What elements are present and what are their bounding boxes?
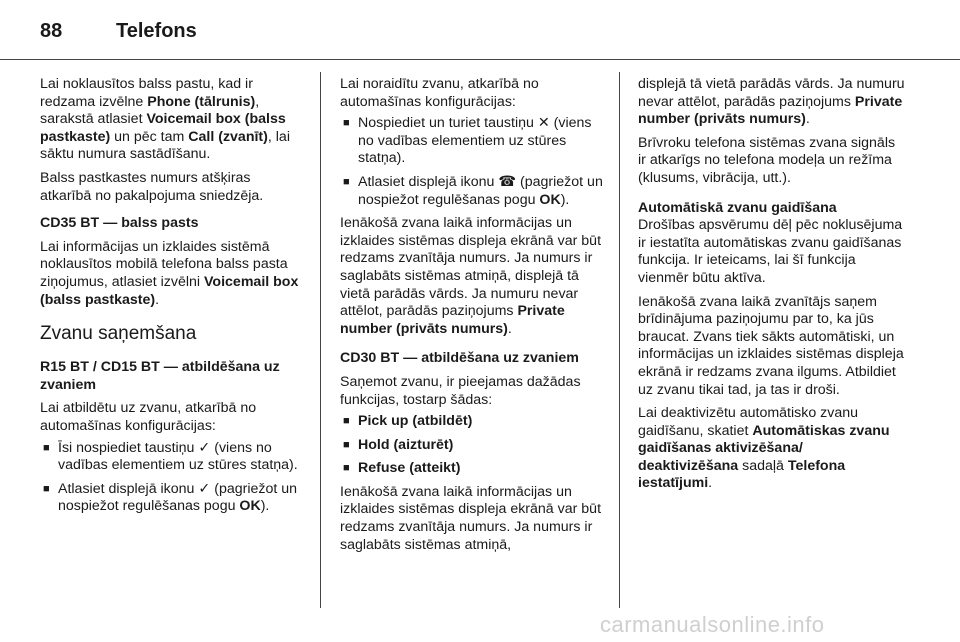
column-divider-2 — [619, 72, 620, 608]
ok-button-label: OK — [239, 498, 261, 515]
private-number-label: Private number (privāts numurs) — [340, 303, 565, 337]
header-rule — [0, 59, 960, 60]
paragraph-auto-answer: Drošības apsvērumu dēļ pēc noklusējuma ir iestatīta automātiskas zvanu gaidīšanas funkcija. Ir ieteicams, lai šī funkcija vienmēr būtu aktīva. — [638, 217, 903, 286]
menu-voicemail-box-2: Voicemail box (balss pastkaste) — [40, 273, 299, 308]
bullet-press-key: ■ Īsi nospiediet taustiņu ✓ (viens no vadības elementiem uz stūres statņa). — [40, 440, 304, 475]
paragraph-voicemail-number: Balss pastkastes numurs atšķiras atkarībā no pakalpojuma sniedzēja. — [40, 169, 264, 204]
reject-phone-icon: ☎ — [498, 173, 517, 190]
answer-icon: ✓ — [198, 480, 211, 497]
menu-voicemail-box: Voicemail box (balss pastkaste) — [40, 111, 286, 145]
bullet-hold-key: ■ Nospiediet un turiet taustiņu ✕ (viens no vadības elementiem uz stūres statņa). — [340, 115, 606, 168]
heading-cd35: CD35 BT — balss pasts — [40, 215, 199, 232]
column-divider-1 — [320, 72, 321, 608]
page-title: Telefons — [116, 20, 197, 42]
paragraph-auto-answer-detail: Ienākošā zvana laikā zvanītājs saņem brīdinājuma paziņojumu par to, ka jūs braucat. Zvans tiek sākts automātiski, un informācijas un izklaides sistēmas displeja ekrānā ir redzams zvana ilgums. Atbildiet uz zvanu tikai tad, ja tas ir droši. — [638, 293, 904, 398]
option-hold: ■ Hold (aizturēt) — [340, 437, 606, 455]
link-phone-settings: Telefona iestatījumi — [638, 457, 846, 492]
hangup-key-icon: ✕ — [537, 115, 550, 132]
page-header — [40, 20, 197, 43]
paragraph-deactivate: Lai deaktivizētu automātisko zvanu gaidīšanu, skatiet Automātiskas zvanu gaidīšanas aktivizēšana/ deaktivizēšana sadaļā Telefona iestatījumi. — [638, 405, 890, 492]
column-1 — [40, 76, 304, 522]
paragraph-ringtone: Brīvroku telefona sistēmas zvana signāls ir atkarīgs no telefona modeļa un režīma (klusums, vibrācija, utt.). — [638, 134, 896, 186]
private-number-label-2: Private number (privāts numurs) — [638, 93, 903, 128]
paragraph-name-display: displejā tā vietā parādās vārds. Ja numuru nevar attēlot, parādās paziņojums Private number (privāts numurs). — [638, 76, 905, 128]
menu-phone: Phone (tālrunis) — [147, 93, 256, 110]
option-refuse: ■ Refuse (atteikt) — [340, 460, 606, 478]
paragraph-voicemail-intro: Lai noklausītos balss pastu, kad ir redzama izvēlne Phone (tālrunis), sarakstā atlasiet Voicemail box (balss pastkaste) un pēc tam Call (zvanīt), lai sāktu numura sastādīšanu. — [40, 76, 290, 163]
menu-call: Call (zvanīt) — [188, 128, 268, 145]
column-2 — [340, 76, 606, 560]
page-number: 88 — [40, 20, 63, 42]
section-heading-answer: Zvanu saņemšana — [40, 323, 197, 345]
answer-key-icon: ✓ — [198, 439, 211, 456]
paragraph-caller-number-2: Ienākošā zvana laikā informācijas un izklaides sistēmas displeja ekrānā var būt redzams zvanītāja numurs. Ja numurs ir saglabāts sistēmas atmiņā, — [340, 483, 602, 553]
bullet-select-icon: ■ Atlasiet displejā ikonu ✓ (pagriežot un nospiežot regulēšanas pogu OK). — [40, 481, 304, 516]
ok-button-label-2: OK — [539, 191, 561, 208]
paragraph-functions-intro: Saņemot zvanu, ir pieejamas dažādas funkcijas, tostarp šādas: — [340, 373, 581, 408]
heading-cd30: CD30 BT — atbildēšana uz zvaniem — [340, 350, 579, 367]
paragraph-caller-number: Ienākošā zvana laikā informācijas un izklaides sistēmas displeja ekrānā var būt redzams zvanītāja numurs. Ja numurs ir saglabāts sistēmas atmiņā, displejā tā vietā parādās vārds. Ja numuru nevar attēlot, parādās paziņojums Private number (privāts numurs). — [340, 215, 602, 337]
heading-r15: R15 BT / CD15 BT — atbildēšana uz zvaniem — [40, 359, 280, 393]
paragraph-cd35: Lai informācijas un izklaides sistēmā noklausītos mobilā telefona balss pasta ziņojumus, atlasiet izvēlni Voicemail box (balss pastkaste). — [40, 238, 299, 308]
heading-auto-answer: Automātiskā zvanu gaidīšana — [638, 199, 837, 216]
bullet-reject-icon: ■ Atlasiet displejā ikonu ☎ (pagriežot un nospiežot regulēšanas pogu OK). — [340, 174, 606, 209]
watermark: carmanualsonline.info — [600, 612, 825, 637]
link-auto-answer-toggle: Automātiskas zvanu gaidīšanas aktivizēšana/ deaktivizēšana — [638, 422, 890, 474]
option-pick-up: ■ Pick up (atbildēt) — [340, 413, 606, 431]
paragraph-answer-intro: Lai atbildētu uz zvanu, atkarībā no automašīnas konfigurācijas: — [40, 400, 257, 434]
column-3 — [638, 76, 906, 499]
paragraph-reject-intro: Lai noraidītu zvanu, atkarībā no automašīnas konfigurācijas: — [340, 76, 539, 110]
